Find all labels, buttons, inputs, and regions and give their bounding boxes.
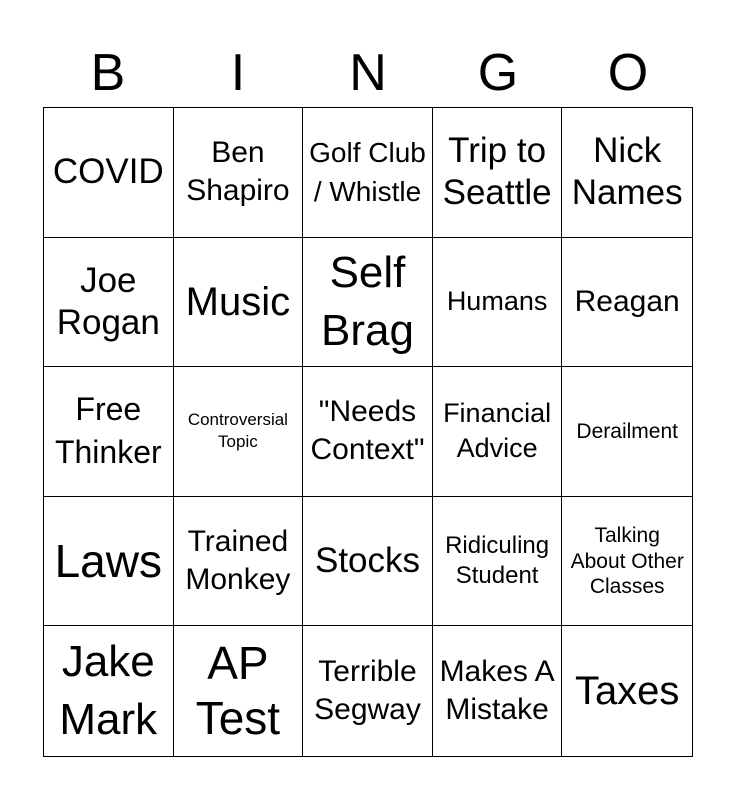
bingo-cell-r1-c5[interactable]	[562, 108, 692, 238]
cell-label: Laws	[54, 534, 162, 587]
header-letter-g: G	[477, 44, 519, 102]
cell-label: Music	[185, 279, 291, 324]
bingo-cell-r1-c3[interactable]	[303, 108, 433, 238]
bingo-cell-r5-c2[interactable]	[174, 626, 304, 756]
bingo-cell-r4-c3[interactable]	[303, 497, 433, 627]
cell-label: Derailment	[576, 419, 678, 443]
bingo-cell-r1-c1[interactable]	[44, 108, 174, 238]
bingo-cell-r3-c4[interactable]	[433, 367, 563, 497]
bingo-cell-r4-c5[interactable]	[562, 497, 692, 627]
bingo-cell-r3-c2[interactable]	[174, 367, 304, 497]
bingo-cell-r2-c1[interactable]	[44, 238, 174, 368]
header-letter-o: O	[607, 44, 649, 102]
bingo-board	[43, 107, 693, 757]
cell-label: Trained Monkey	[185, 525, 291, 597]
bingo-cell-r4-c2[interactable]	[174, 497, 304, 627]
cell-label: Humans	[446, 286, 548, 317]
cell-label: Controversial Topic	[187, 409, 288, 452]
bingo-cell-r1-c2[interactable]	[174, 108, 304, 238]
cell-label: Reagan	[574, 284, 680, 318]
header-letter-b: B	[90, 44, 126, 102]
header-letter-i: I	[230, 44, 246, 102]
cell-label: COVID	[52, 152, 164, 192]
bingo-cell-r5-c5[interactable]	[562, 626, 692, 756]
bingo-cell-r5-c3[interactable]	[303, 626, 433, 756]
cell-label: Stocks	[314, 541, 421, 581]
bingo-cell-r4-c1[interactable]	[44, 497, 174, 627]
cell-label: AP Test	[195, 637, 281, 745]
cell-label: Jake Mark	[59, 637, 158, 745]
cell-label: Golf Club / Whistle	[309, 136, 426, 208]
cell-label: Ridiculing Student	[445, 532, 550, 590]
cell-label: Trip to Seattle	[442, 131, 552, 213]
cell-label: Joe Rogan	[56, 260, 160, 342]
header-letter-n: N	[349, 44, 387, 102]
bingo-cell-r3-c5[interactable]	[562, 367, 692, 497]
cell-label: Free Thinker	[54, 391, 162, 471]
bingo-cell-r2-c2[interactable]	[174, 238, 304, 368]
bingo-cell-r2-c5[interactable]	[562, 238, 692, 368]
cell-label: "Needs Context"	[310, 395, 425, 467]
bingo-cell-r4-c4[interactable]	[433, 497, 563, 627]
bingo-cell-r5-c4[interactable]	[433, 626, 563, 756]
bingo-cell-r3-c1[interactable]	[44, 367, 174, 497]
bingo-cell-r1-c4[interactable]	[433, 108, 563, 238]
bingo-cell-r5-c1[interactable]	[44, 626, 174, 756]
bingo-header	[43, 40, 693, 106]
cell-label: Ben Shapiro	[186, 136, 290, 208]
bingo-cell-r3-c3[interactable]	[303, 367, 433, 497]
cell-label: Financial Advice	[443, 398, 552, 464]
bingo-cell-r2-c4[interactable]	[433, 238, 563, 368]
cell-label: Makes A Mistake	[439, 655, 555, 727]
cell-label: Terrible Segway	[314, 655, 421, 727]
cell-label: Taxes	[574, 669, 680, 714]
cell-label: Nick Names	[571, 131, 683, 213]
bingo-cell-r2-c3[interactable]	[303, 238, 433, 368]
cell-label: Talking About Other Classes	[570, 524, 684, 598]
cell-label: Self Brag	[321, 247, 414, 355]
